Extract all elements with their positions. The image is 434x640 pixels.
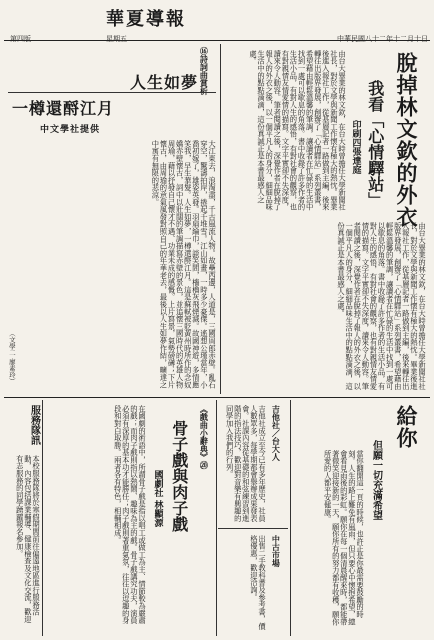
weekday-label: 星期五: [106, 35, 127, 43]
bottom-mid-rule: [218, 528, 288, 529]
opera-series-number: ⑳: [199, 461, 210, 469]
poem-column-number: ⑯: [199, 47, 210, 55]
divider-bottom-3: [42, 400, 43, 636]
poem-title-1: 人生如夢: [130, 73, 199, 92]
poem-body: 大江東去，浪淘盡，千古風流人物。故壘西邊，人道是，三國周郎赤壁。亂石穿空，驚濤拍岸，捲起千堆雪。江山如畫，一時多少豪傑。遙想公瑾當年，小喬初嫁了，雄姿英發。羽扇綸巾，談笑間，檣櫓灰飛煙滅。故國神遊，多情應笑我，早生華髮。人生如夢，一樽還酹江月。這是蘇軾被貶黃州時所作的念奴嬌赤壁懷古，詞中以壯闊的筆調描寫赤壁的景色，並追懷三國時代的英雄人物周瑜，藉以抒發自己懷才不遇、功業未成的感慨。上片寫景，氣勢磅礡；下片懷古，由周瑜的意氣風發對照自己的年華老去，最後以人生如夢作結，曠達之中寓有無限的悲涼。: [151, 140, 217, 389]
service-body: 本校服務隊將於寒假期間前往偏遠地區進行服務活動，內容包括課業輔導、健康檢查及文化交流，歡迎有志服務的同學踴躍報名參加。: [15, 455, 41, 623]
masthead-left: [10, 4, 210, 43]
bottom-mid-subheader: 中古市場: [271, 535, 282, 567]
masthead-rule: [4, 40, 430, 41]
masthead-right: [228, 4, 428, 43]
poem-title-2: 一樽還酹江月: [12, 99, 115, 118]
opera-series: [200, 405, 208, 469]
article-right-title-1: 脫掉林文欽的外衣: [394, 52, 420, 228]
opera-byline: 國劇社 林顯源: [152, 470, 163, 528]
service-header: 服務隊訊: [28, 405, 40, 445]
bottom-mid-header: 吉他社／台大人: [271, 405, 282, 461]
divider-top-vertical: [220, 44, 221, 394]
article-right-title-2: 我看「心情驛站」: [365, 80, 385, 208]
divider-bottom-1: [290, 400, 291, 636]
divider-bottom-2: [216, 400, 217, 636]
opera-body: 在國劇的術語中，所謂骨子戲是指以唱工或做工為主、情節較為嚴肅的戲；而肉子戲則指以熱鬧、趣味為主的戲。骨子戲講究功夫，演員必須有深厚的基本功才能勝任；肉子戲則著重氣氛，往往以逗趣的身段和對白取勝。兩者各有特色，相輔相成。: [113, 405, 147, 624]
poem-column-label: 詩詞曲賞析: [199, 55, 210, 95]
opera-series-label: 《戲曲小辭典》: [199, 405, 210, 461]
opera-title: 骨子戲與肉子戲: [169, 420, 189, 532]
bottom-right-body: 當你翻開這一頁的時候，也許正是你最需要鼓勵的時刻。人生的路上難免有風雨，但只要心中懷抱希望，總會看見雨後的彩虹。願你在每一個清晨醒來時，都能帶著微笑迎接新的一天，願你所有的努力都有收穫，願你所愛的人都平安健康。: [323, 450, 365, 626]
edition-label: 第四版: [10, 35, 31, 43]
poem-title-rule: [8, 92, 216, 93]
masthead: [0, 0, 434, 43]
issue-date: 中華民國八十二年十二月十日: [337, 35, 428, 43]
poem-byline: 中文學社提供: [40, 125, 101, 135]
bottom-mid-subbody: 出售二手教科書及參考書，價格優惠，歡迎洽詢。: [249, 535, 267, 630]
poem-column-header: [200, 47, 208, 95]
bottom-right-title: 給你: [394, 405, 420, 449]
bottom-right-subtitle: 但願一切充滿希望: [370, 440, 382, 520]
paper-name: 華夏導報: [106, 9, 186, 30]
article-right-body-1: 由台大畢業的林文欽，在台大時曾擔任大學新聞社社長，對於文學與新聞工作懷有極大的熱忱。畢業後進入報社工作，從基層記者一路做到主編，後來轉往出版界發展，創辦了「心情驛站」系列叢書，希望藉由輕鬆溫馨的筆調，讓讀者在忙碌的生活中找到一處可以歇息的角落。書中收錄了許多作者的生活小品，有對人生的感悟，有對社會的觀察，也有對親情友情愛情的描寫。文字平實卻不失深度，讀來令人動容。筆者閱讀之後，深覺作者在脫掉了報人的外衣之後，以一個平凡人的身分，細細品味生活中的點點滴滴，這份真誠正是本書最感人之處。: [248, 50, 347, 211]
article-right-byline: 印刷四張達庭: [350, 120, 361, 174]
bottom-mid-body: 吉他社成立至今已有多年歷史，社員人數眾多，每學期都會舉辦成果發表會。社課內容從基礎的和弦練習到進階的指法技巧，歡迎對音樂有興趣的同學加入我們的行列。: [225, 405, 267, 522]
poem-footer: （文學二 廖素玲）: [7, 330, 16, 385]
article-right-body-2: 由台大畢業的林文欽，在台大時曾擔任大學新聞社社長，對於文學與新聞工作懷有極大的熱忱。畢業後進入報社工作，從基層記者一路做到主編，後來轉往出版界發展，創辦了「心情驛站」系列叢書，希望藉由輕鬆溫馨的筆調，讓讀者在忙碌的生活中找到一處可以歇息的角落。書中收錄了許多作者的生活小品，有對人生的感悟，有對社會的觀察，也有對親情友情愛情的描寫。文字平實卻不失深度，讀來令人動容。筆者閱讀之後，深覺作者在脫掉了報人的外衣之後，以一個平凡人的身分，細細品味生活中的點點滴滴，這份真誠正是本書最感人之處。: [337, 222, 427, 390]
lower-section-rule: [4, 397, 430, 398]
